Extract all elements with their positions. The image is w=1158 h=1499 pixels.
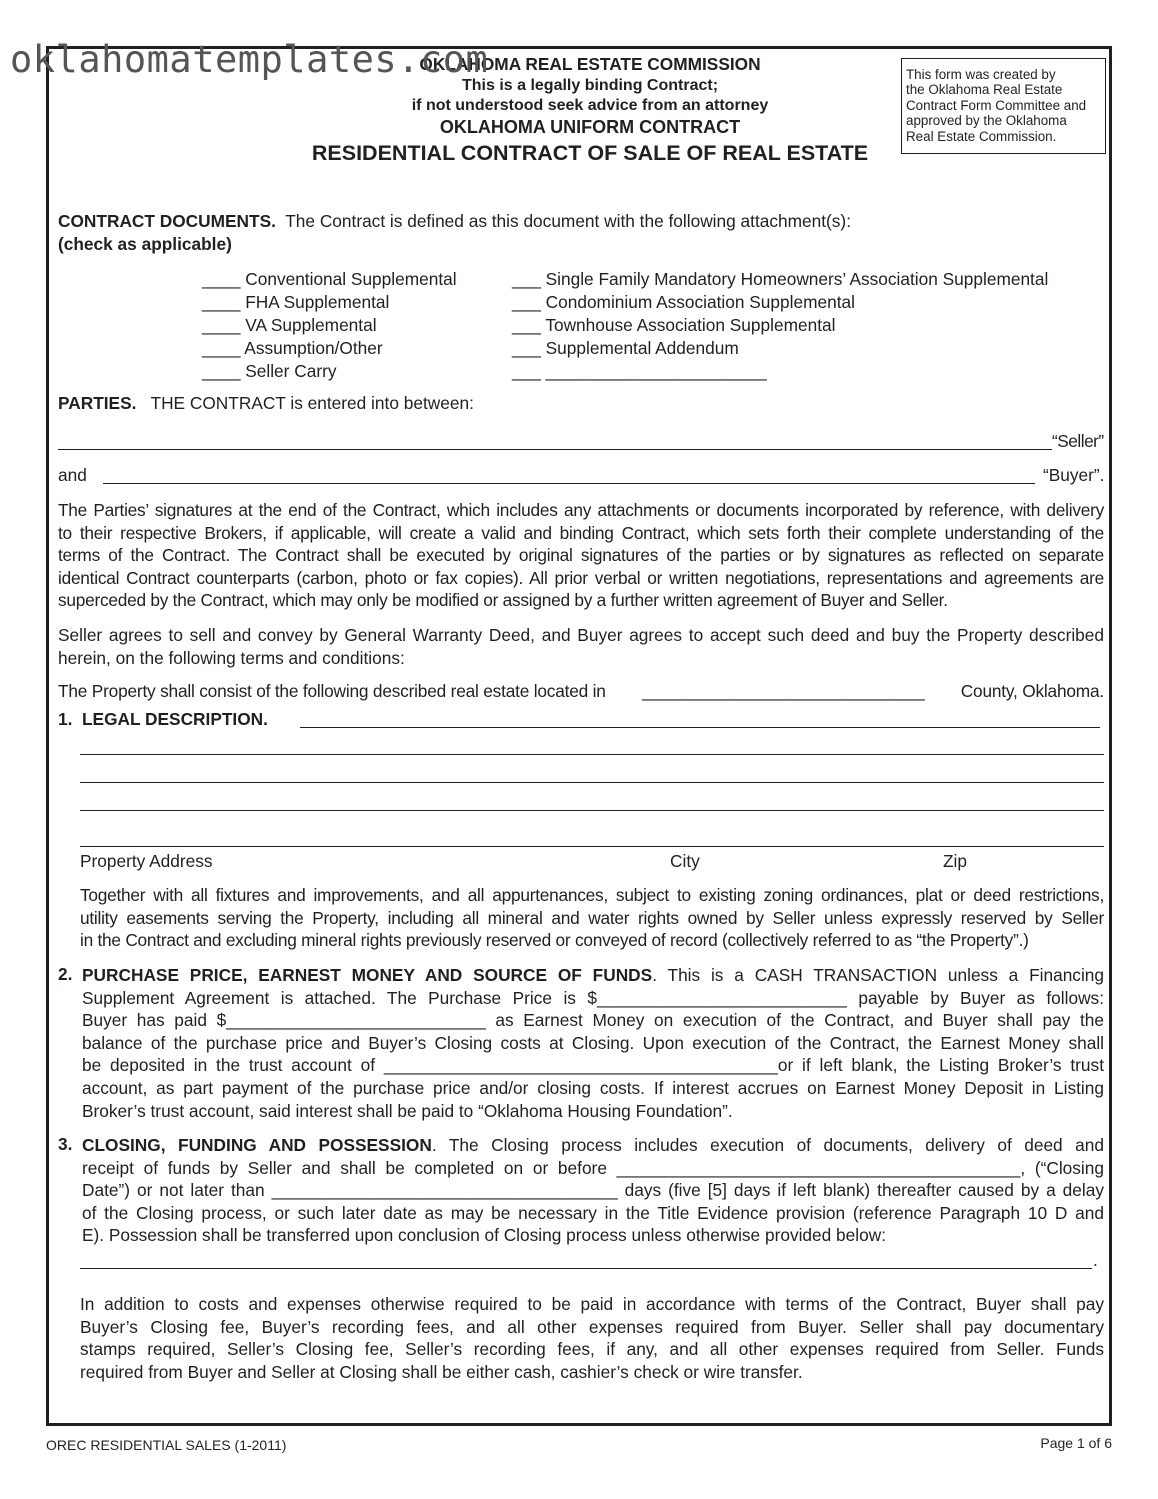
attachment-option[interactable]: ____ FHA Supplemental	[202, 291, 390, 312]
attachment-option[interactable]: ___ Single Family Mandatory Homeowners’ Association Supplemental	[512, 269, 1049, 289]
paragraph-line	[82, 1134, 1104, 1157]
paragraph-line: of the Closing process, or such later date as may be necessary in the Title Evidence provision (reference Paragraph 10 D and	[82, 1202, 1104, 1223]
parties-line	[58, 393, 474, 414]
paragraph-line: Buyer has paid $___________________________ as Earnest Money on execution of the Contract, and Buyer shall pay the	[82, 1010, 1104, 1031]
page-title: RESIDENTIAL CONTRACT OF SALE OF REAL ESTATE	[311, 141, 869, 165]
paragraph-line: Date”) or not later than ____________________________________ days (five [5] days if left blank) thereafter caused by a delay	[82, 1180, 1104, 1201]
paragraph-line: identical Contract counterparts (carbon, photo or fax copies). All prior verbal or written negotiations, representations and agreements are	[58, 567, 1104, 588]
section-2-text: . This is a CASH TRANSACTION unless a Financing	[652, 965, 1105, 985]
attachment-option[interactable]: ___ Townhouse Association Supplemental	[512, 314, 836, 335]
section-3-number: 3.	[58, 1134, 73, 1154]
buyer-label: “Buyer”.	[1043, 465, 1105, 485]
paragraph-line: herein, on the following terms and conditions:	[58, 647, 405, 668]
legal-description-field[interactable]	[80, 810, 1104, 811]
note-line: This form was created by	[906, 67, 1056, 82]
together-paragraph	[80, 884, 1104, 952]
attorney-notice: if not understood seek advice from an attorney	[411, 97, 769, 114]
seller-name-field[interactable]	[58, 449, 1052, 450]
parties-heading: PARTIES.	[58, 393, 137, 413]
attachment-option[interactable]: ____ VA Supplemental	[202, 314, 377, 335]
property-county-line	[58, 681, 1104, 702]
section-2-paragraph	[82, 964, 1104, 1122]
contract-documents-text: The Contract is defined as this document with the following attachment(s):	[285, 211, 851, 231]
paragraph-line: E). Possession shall be transferred upon conclusion of Closing process unless otherwise provided below:	[82, 1225, 887, 1246]
paragraph-line: utility easements serving the Property, including all mineral and water rights owned by Seller unless expressly reserved by Seller	[80, 907, 1104, 928]
legal-description-field[interactable]	[80, 782, 1104, 783]
section-1-heading: LEGAL DESCRIPTION.	[82, 709, 268, 729]
seller-label: “Seller”	[1052, 431, 1104, 451]
watermark: oklahomatemplates.com	[10, 38, 489, 81]
and-label: and	[58, 465, 87, 485]
paragraph-line: Together with all fixtures and improvements, and all appurtenances, subject to existing zoning ordinances, plat or deed restrictions,	[80, 885, 1104, 905]
zip-label: Zip	[943, 851, 968, 871]
contract-documents-heading: CONTRACT DOCUMENTS.	[58, 211, 276, 231]
possession-terms-field[interactable]	[80, 1268, 1092, 1269]
convey-paragraph	[58, 624, 1104, 669]
paragraph-line: receipt of funds by Seller and shall be completed on or before __________________________________________, (“Closing	[82, 1157, 1104, 1178]
buyer-name-field[interactable]	[103, 483, 1035, 484]
property-county-text: The Property shall consist of the following described real estate located in	[58, 681, 606, 701]
attachment-option[interactable]: ___ Supplemental Addendum	[512, 337, 739, 358]
county-suffix: County, Oklahoma.	[960, 681, 1104, 701]
paragraph-line: The Parties’ signatures at the end of the Contract, which includes any attachments or documents incorporated by reference, with delivery	[58, 500, 1104, 520]
attachment-option[interactable]: ___ Condominium Association Supplemental	[512, 291, 855, 312]
section-2-heading: PURCHASE PRICE, EARNEST MONEY AND SOURCE OF FUNDS	[82, 965, 653, 985]
attachment-option[interactable]: ____ Conventional Supplemental	[202, 269, 457, 289]
committee-note-box	[901, 58, 1106, 154]
paragraph-line: stamps required, Seller’s Closing fee, Seller’s recording fees, if any, and all other expenses required from Seller. Funds	[80, 1339, 1104, 1360]
note-line: Contract Form Committee and	[906, 97, 1087, 113]
attachment-list-right	[512, 268, 1048, 383]
costs-paragraph	[80, 1293, 1104, 1383]
paragraph-line	[82, 964, 1104, 987]
paragraph-line: balance of the purchase price and Buyer’s Closing costs at Closing. Upon execution of the Contract, the Earnest Money shall	[82, 1032, 1104, 1053]
note-line: approved by the Oklahoma	[906, 113, 1067, 129]
paragraph-line: Seller agrees to sell and convey by General Warranty Deed, and Buyer agrees to accept such deed and buy the Property described	[58, 625, 1104, 645]
page-number: Page 1 of 6	[1040, 1435, 1112, 1451]
paragraph-line: required from Buyer and Seller at Closing shall be either cash, cashier’s check or wire transfer.	[80, 1361, 803, 1382]
commission-name: OKLAHOMA REAL ESTATE COMMISSION	[419, 54, 761, 74]
binding-notice: This is a legally binding Contract;	[461, 77, 719, 94]
uniform-contract-heading: OKLAHOMA UNIFORM CONTRACT	[439, 117, 741, 137]
section-2-number: 2.	[58, 964, 73, 984]
check-note: (check as applicable)	[58, 234, 232, 254]
section-1-number: 1.	[58, 709, 73, 729]
paragraph-line: be deposited in the trust account of _________________________________________or if left blank, the Listing Broker’s trust	[82, 1055, 1104, 1076]
county-field[interactable]: ______________________________	[642, 681, 925, 701]
form-identifier: OREC RESIDENTIAL SALES (1-2011)	[46, 1437, 287, 1453]
paragraph-line: superceded by the Contract, which may only be modified or assigned by a further written agreement of Buyer and Seller.	[58, 590, 948, 611]
city-label: City	[670, 851, 700, 871]
paragraph-line: Buyer’s Closing fee, Buyer’s recording fees, and all other expenses required from Buyer. Seller shall pay documentary	[80, 1316, 1104, 1337]
paragraph-line: In addition to costs and expenses otherwise required to be paid in accordance with terms of the Contract, Buyer shall pay	[80, 1294, 1104, 1314]
section-3-paragraph	[82, 1134, 1104, 1247]
paragraph-line: Broker’s trust account, said interest shall be paid to “Oklahoma Housing Foundation”.	[82, 1100, 733, 1121]
attachment-option[interactable]: ___ _______________________	[512, 360, 767, 381]
paragraph-line: in the Contract and excluding mineral rights previously reserved or conveyed of record (collectively referred to as “the Property”.)	[80, 930, 1029, 951]
contract-documents-line	[58, 211, 851, 232]
attachment-option[interactable]: ____ Seller Carry	[202, 360, 337, 381]
paragraph-line: terms of the Contract. The Contract shall be executed by original signatures of the parties or by signatures as reflected on separate	[58, 545, 1104, 566]
legal-description-field[interactable]	[300, 727, 1100, 728]
attachment-option[interactable]: ____ Assumption/Other	[202, 337, 383, 358]
parties-text: THE CONTRACT is entered into between:	[150, 393, 474, 413]
property-address-field[interactable]	[80, 846, 1104, 847]
paragraph-line: account, as part payment of the purchase price and/or closing costs. If interest accrues on Earnest Money Deposit in Listing	[82, 1077, 1104, 1098]
paragraph-line: Supplement Agreement is attached. The Purchase Price is $__________________________ payable by Buyer as follows:	[82, 987, 1104, 1008]
legal-description-field[interactable]	[80, 754, 1104, 755]
section-3-heading: CLOSING, FUNDING AND POSSESSION	[82, 1135, 432, 1155]
note-line: Real Estate Commission.	[906, 128, 1057, 144]
paragraph-line: to their respective Brokers, if applicable, will create a valid and binding Contract, which sets forth their complete understanding of the	[58, 522, 1104, 543]
attachment-list-left	[202, 268, 457, 383]
possession-period: .	[1093, 1250, 1098, 1270]
intro-paragraph	[58, 499, 1104, 612]
note-line: the Oklahoma Real Estate	[906, 82, 1063, 98]
property-address-label: Property Address	[80, 851, 213, 871]
section-3-text: . The Closing process includes execution of documents, delivery of deed and	[431, 1135, 1104, 1155]
